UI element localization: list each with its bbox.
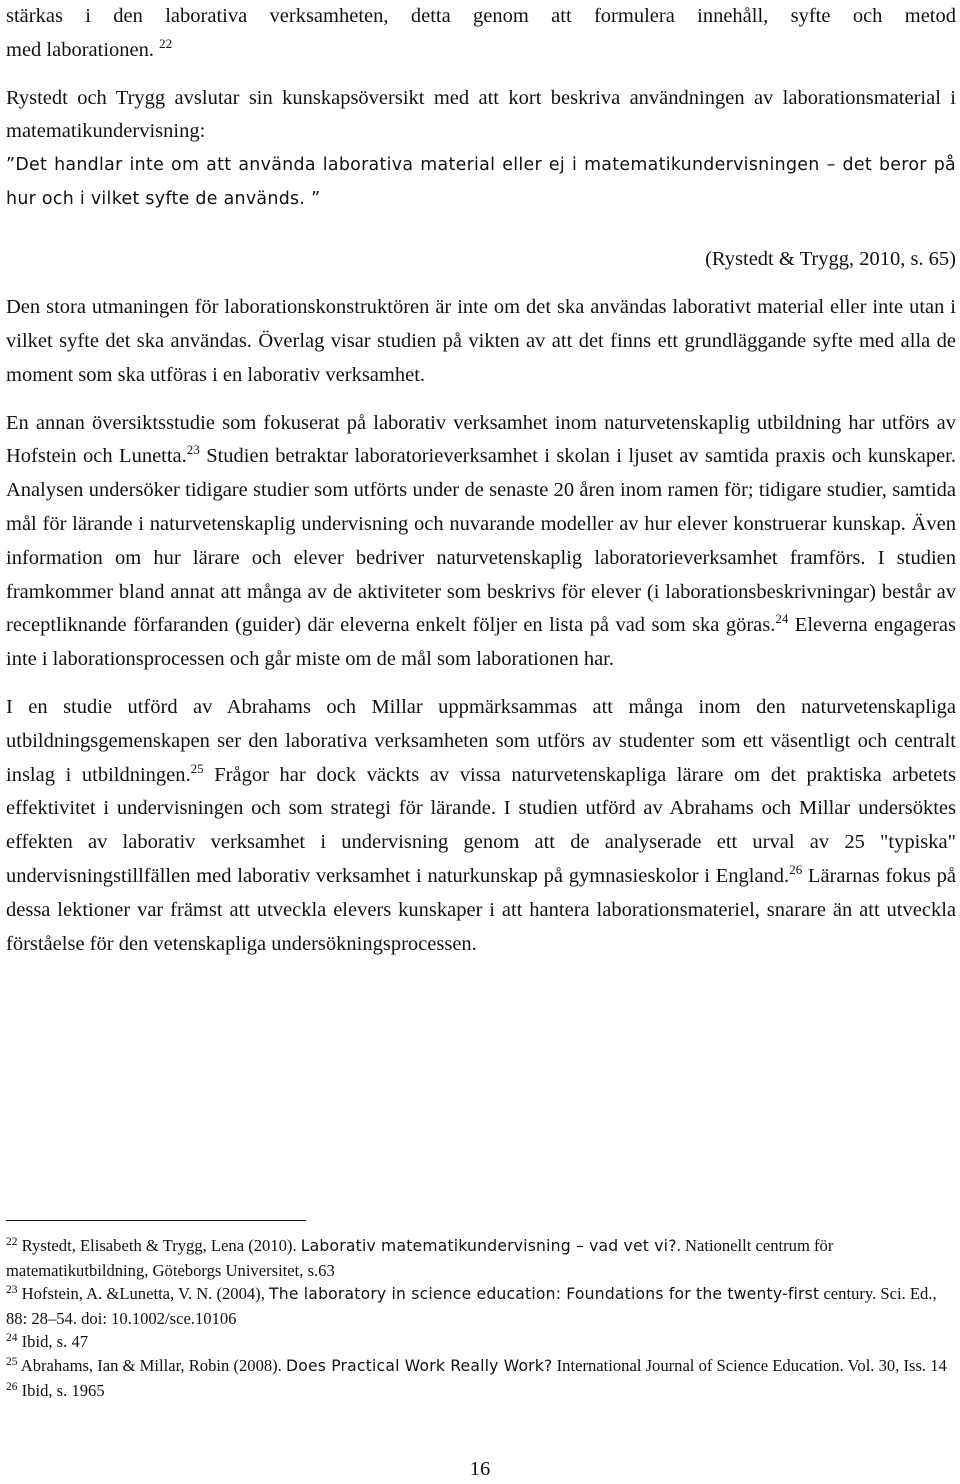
paragraph-1: Rystedt och Trygg avslutar sin kunskapsöversikt med att kort beskriva användningen av laborationsmaterial i matematikundervisning: <box>6 86 956 143</box>
quote-citation: (Rystedt & Trygg, 2010, s. 65) <box>705 248 956 271</box>
footnotes <box>6 1234 956 1402</box>
paragraph-2: Den stora utmaningen för laborationskonstruktören är inte om det ska användas laborativt material eller inte utan i vilket syfte det ska användas. Överlag visar studien på vikten av att det finns ett grundläggande syfte med alla de moment som ska utföras i en laborativ verksamhet. <box>6 296 956 386</box>
footnote-25: $^{25}$ Abrahams, Ian & Millar, Robin (2008). Does Practical Work Really Work? International Journal of Science Education. Vol. 30, Iss. 14 <box>6 1355 947 1375</box>
block-quote <box>6 149 956 216</box>
footnote-24: $^{24}$ Ibid, s. 47 <box>6 1332 89 1352</box>
paragraph-4: I en studie utförd av Abrahams och Millar uppmärksammas att många inom den naturvetenskapliga utbildningsgemenskapen ser den laborativa verksamheten som utförs av studenter som ett väsentligt och centralt inslag i utbildningen.$^{25}$ Frågor har dock väckts av vissa naturvetenskapliga lärare om det praktiska arbetets effektivitet i undervisningen och som strategi för lärande. I studien utförd av Abrahams och Millar undersöktes effekten av laborativ verksamhet i undervisning genom att de analyserade ett urval av 25 "typiska" undervisningstillfällen med laborativ verksamhet i naturkunskap på gymnasieskolor i England.$^{26}$ Lärarnas fokus på dessa lektioner var främst att utveckla elevers kunskaper i att hantera laborationsmateriel, snarare än att utveckla förståelse för den vetenskapliga undersökningsprocessen. <box>6 695 957 955</box>
footnote-23: $^{23}$ Hofstein, A. &Lunetta, V. N. (2004), The laboratory in science education: Foundations for the twenty-first century. Sci. Ed., 88: 28–54. doi: 10.1002/sce.10106 <box>6 1284 937 1328</box>
body-text <box>6 0 956 961</box>
quote-open-mark: ” <box>6 155 16 176</box>
quote-text: Det handlar inte om att använda laborativa material eller ej i matematikundervisningen – det beror på hur och i vilket syfte de används. <box>6 155 956 209</box>
footnote-ref-26[interactable]: 26 <box>789 861 803 877</box>
footnote-ref-23[interactable]: 23 <box>186 442 200 458</box>
footnote-22: $^{22}$ Rystedt, Elisabeth & Trygg, Lena (2010). Laborativ matematikundervisning – vad vet vi?. Nationellt centrum för matematikutbildning, Göteborgs Universitet, s.63 <box>6 1236 834 1280</box>
footnote-ref-22[interactable]: 22 <box>159 35 173 51</box>
footnote-ref-24[interactable]: 24 <box>775 611 789 627</box>
footnote-separator <box>6 1220 306 1221</box>
footnote-ref-25[interactable]: 25 <box>190 760 204 776</box>
paragraph-0-end: med laborationen. $^{22}$ <box>6 35 173 61</box>
page-number: 16 <box>469 1458 491 1480</box>
footnote-26: $^{26}$ Ibid, s. 1965 <box>6 1380 105 1400</box>
paragraph-0: stärkas i den laborativa verksamheten, detta genom att formulera innehåll, syfte och metod <box>6 5 956 27</box>
quote-close-mark: ” <box>305 188 321 209</box>
paragraph-3: En annan översiktsstudie som fokuserat på laborativ verksamhet inom naturvetenskaplig utbildning har utförs av Hofstein och Lunetta.$^{23}$ Studien betraktar laboratorieverksamhet i skolan i ljuset av samtida praxis och kunskaper. Analysen undersöker tidigare studier som utförts under de senaste 20 åren inom ramen för; tidigare studier, samtida mål för lärande i naturvetenskaplig undervisning och nuvarande modeller av hur elever konstruerar kunskap. Även information om hur lärare och elever bedriver naturvetenskaplig laboratorieverksamhet framförs. I studien framkommer bland annat att många av de aktiviteter som beskrivs för elever (i laborationsbeskrivningar) består av receptliknande förfaranden (guider) där eleverna enkelt följer en lista på vad som ska göras.$^{24}$ Eleverna engageras inte i laborationsprocessen och går miste om de mål som laborationen har. <box>6 411 957 671</box>
